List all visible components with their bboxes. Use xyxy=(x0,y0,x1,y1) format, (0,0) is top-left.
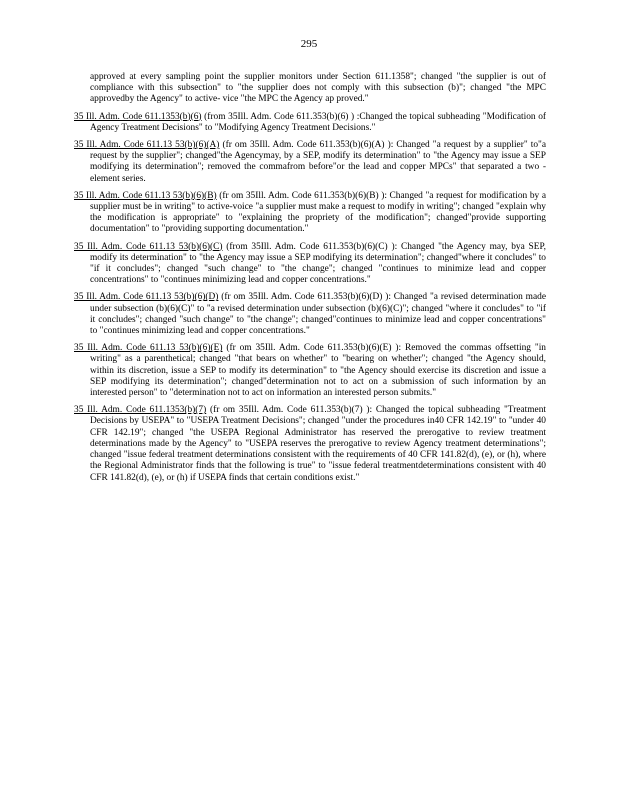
entry-citation: 35 Ill. Adm. Code 611.13 53(b)(6)(E) xyxy=(74,343,223,354)
entry-citation: 35 Ill. Adm. Code 611.1353(b)(7) xyxy=(74,405,207,416)
entry-citation: 35 Ill. Adm. Code 611.13 53(b)(6)(A) xyxy=(74,140,220,151)
document-body xyxy=(74,72,546,490)
entry-citation: 35 Ill. Adm. Code 611.13 53(b)(6)(B) xyxy=(74,190,217,201)
page-number: 295 xyxy=(300,38,318,50)
entry-text: (from 35Ill. Adm. Code 611.353(b)(6) ) :Changed the topical subheading "Modification of Agency Treatment Decisions" to "Modifying Agency Treatment Decisions." xyxy=(90,111,547,133)
entry-citation: 35 Ill. Adm. Code 611.13 53(b)(6)(D) xyxy=(74,292,219,303)
entry-611-1353-b-6-D xyxy=(74,292,546,337)
entry-text: approved at every sampling point the supplier monitors under Section 611.1358"; changed "the supplier is out of compliance with this subsection" to "the supplier does not comply with this subsection (b)"; changed "the MPC approvedby the Agency" to active- vice "the MPC the Agency ap proved." xyxy=(90,72,546,105)
entry-citation: 35 Ill. Adm. Code 611.13 53(b)(6)(C) xyxy=(74,241,223,252)
entry-611-1353-b-6 xyxy=(74,112,546,134)
entry-citation: 35 Ill. Adm. Code 611.1353(b)(6) xyxy=(74,111,202,122)
entry-text: (fr om 35Ill. Adm. Code 611.353(b)(7) ): Changed the topical subheading "Treatment Decisions by USEPA" to "USEPA Treatment Decisions"; changed "under the procedures in40 CFR 142.19" to "under 40 CFR 142.19"; changed "the USEPA Regional Administrator has reserved the prerogative to review treatment determinations made by the Agency" to "USEPA reserves the prerogative to review Agency treatment determinations"; changed "issue federal treatment determinations consistent with the requirements of 40 CFR 141.82(d), (e), or (h), where the Regional Administrator finds that the following is true" to "issue federal treatmentdeterminations consistent with 40 CFR 141.82(d), (e), or (h) if USEPA finds that certain conditions exist." xyxy=(90,405,546,483)
entry-text: (fr om 35Ill. Adm. Code 611.353(b)(6)(E) ): Removed the commas offsetting "in writing" as a parenthetical; changed "that bears on whether" to "bearing on whether"; changed "the Agency should, within its discretion, issue a SEP to modify its determination" to "the Agency should exercise its discretion and issue a SEP modifying its determination"; changed"determination not to act on a submission of such information by an interested person" to "determination not to act on information an interested person submits." xyxy=(90,343,546,399)
entry-text: (fr om 35Ill. Adm. Code 611.353(b)(6)(A) ): Changed "a request by a supplier" to"a request by the supplier"; changed"the Agencymay, by a SEP, modify its determination" to "the Agency may issue a SEP modifying its determination"; removed the commafrom before"or the lead and copper MPCs" that separated a two - element series. xyxy=(90,140,547,184)
entry-611-1353-b-6-A xyxy=(74,140,546,185)
entry-611-1353-b-6-C xyxy=(74,242,546,287)
entry-continued xyxy=(74,72,546,106)
entry-text: (fr om 35Ill. Adm. Code 611.353(b)(6)(D) ): Changed "a revised determination made under subsection (b)(6)(C)" to "a revised determination under subsection (b)(6)(C)"; changed "where it concludes" to "if it concludes"; changed "such change" to "the change"; changed"continues to minimize lead and copper concentrations" to "continues minimizing lead and copper concentrations." xyxy=(90,292,546,337)
entry-611-1353-b-6-B xyxy=(74,191,546,236)
entry-611-1353-b-6-E xyxy=(74,343,546,399)
entry-text: (from 35Ill. Adm. Code 611.353(b)(6)(C) ): Changed "the Agency may, bya SEP, modify its determination" to "the Agency may issue a SEP modifying its determination"; changed"where it concludes" to "if it concludes"; changed "such change" to "the change"; changed "continues to minimize lead and copper concentrations" to "continues minimizing lead and copper concentrations." xyxy=(90,241,547,286)
entry-text: (fr om 35Ill. Adm. Code 611.353(b)(6)(B) ): Changed "a request for modification by a supplier must be in writing" to active-voice "a supplier must make a request to modify in writing"; changed "explain why the modification is appropriate" to "explaining the propriety of the modification"; changed"provide supporting documentation" to "providing supporting documentation." xyxy=(90,190,546,235)
entry-611-1353-b-7 xyxy=(74,405,546,483)
